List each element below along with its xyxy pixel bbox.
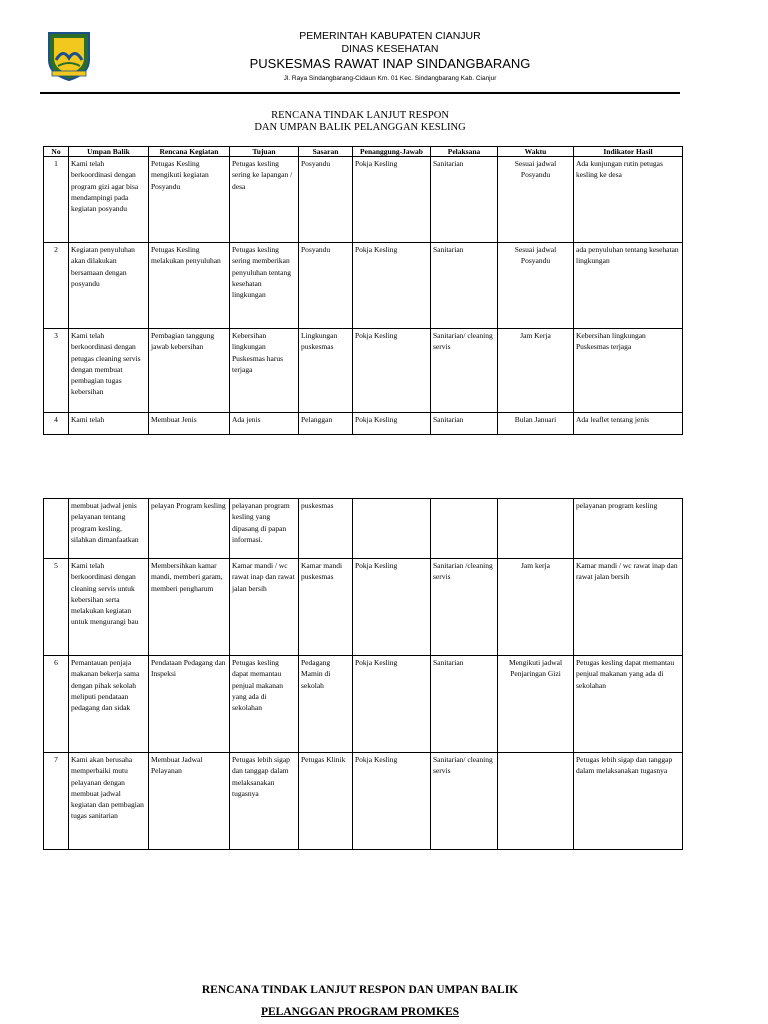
cell-waktu: Jam kerja bbox=[498, 559, 574, 656]
col-header-waktu: Waktu bbox=[498, 147, 574, 157]
cell-sasaran: Posyandu bbox=[299, 157, 353, 243]
col-header-sasaran: Sasaran bbox=[299, 147, 353, 157]
cell-no: 5 bbox=[44, 559, 69, 656]
document-title: RENCANA TINDAK LANJUT RESPON bbox=[271, 110, 449, 121]
cell-tujuan: Petugas kesling dapat memantau penjual makanan yang ada di sekolahan bbox=[230, 656, 299, 753]
cell-pelaksana: Sanitarian bbox=[431, 243, 498, 329]
cell-penanggung-jawab: Pokja Kesling bbox=[353, 559, 431, 656]
cell-waktu: Sesuai jadwal Posyandu bbox=[498, 243, 574, 329]
cell-rencana: Pembagian tanggung jawab kebersihan bbox=[149, 329, 230, 413]
cell-waktu: Jam Kerja bbox=[498, 329, 574, 413]
cell-penanggung-jawab bbox=[353, 499, 431, 559]
cell-pelaksana bbox=[431, 499, 498, 559]
cell-tujuan: Petugas lebih sigap dan tanggap dalam melaksanakan tugasnya bbox=[230, 753, 299, 850]
table-header-row bbox=[44, 147, 683, 157]
cell-no bbox=[44, 499, 69, 559]
cell-umpan-balik: Kami telah berkoordinasi dengan cleaning servis untuk kebersihan serta melakukan kegiatan untuk mengurangi bau bbox=[69, 559, 149, 656]
col-header-rencana-kegiatan: Rencana Kegiatan bbox=[149, 147, 230, 157]
cell-umpan-balik: Pemantauan penjaja makanan bekerja sama dengan pihak sekolah meliputi pendataan pedagang dan sidak bbox=[69, 656, 149, 753]
action-plan-table-page1 bbox=[43, 146, 683, 435]
cell-tujuan: Ada jenis bbox=[230, 413, 299, 435]
cell-pelaksana: Sanitarian bbox=[431, 413, 498, 435]
department-name: DINAS KESEHATAN bbox=[341, 43, 439, 55]
cell-penanggung-jawab: Pokja Kesling bbox=[353, 243, 431, 329]
cell-sasaran: puskesmas bbox=[299, 499, 353, 559]
cell-tujuan: Petugas kesling sering ke lapangan / desa bbox=[230, 157, 299, 243]
cell-tujuan: pelayanan program kesling yang dipasang di papan informasi. bbox=[230, 499, 299, 559]
cell-rencana: Membuat Jenis bbox=[149, 413, 230, 435]
cell-umpan-balik: Kami telah bbox=[69, 413, 149, 435]
cell-no: 4 bbox=[44, 413, 69, 435]
cell-pelaksana: Sanitarian/ cleaning servis bbox=[431, 753, 498, 850]
col-header-indikator-hasil: Indikator Hasil bbox=[574, 147, 683, 157]
cell-indikator: ada penyuluhan tentang kesehatan lingkungan bbox=[574, 243, 683, 329]
cell-pelaksana: Sanitarian /cleaning servis bbox=[431, 559, 498, 656]
col-header-tujuan: Tujuan bbox=[230, 147, 299, 157]
cell-tujuan: Petugas kesling sering memberikan penyuluhan tentang kesehatan lingkungan bbox=[230, 243, 299, 329]
cell-penanggung-jawab: Pokja Kesling bbox=[353, 413, 431, 435]
cell-waktu: Sesuai jadwal Posyandu bbox=[498, 157, 574, 243]
table-row bbox=[44, 753, 683, 850]
table-row bbox=[44, 157, 683, 243]
cell-no: 7 bbox=[44, 753, 69, 850]
cell-indikator: Kamar mandi / wc rawat inap dan rawat jalan bersih bbox=[574, 559, 683, 656]
cell-indikator: pelayanan program kesling bbox=[574, 499, 683, 559]
cell-penanggung-jawab: Pokja Kesling bbox=[353, 157, 431, 243]
institution-name: PUSKESMAS RAWAT INAP SINDANGBARANG bbox=[249, 56, 531, 71]
col-header-no: No bbox=[44, 147, 69, 157]
table-row bbox=[44, 243, 683, 329]
col-header-umpan-balik: Umpan Balik bbox=[69, 147, 149, 157]
letterhead-text bbox=[100, 30, 680, 84]
cell-tujuan: Kamar mandi / wc rawat inap dan rawat jalan bersih bbox=[230, 559, 299, 656]
cell-sasaran: Pelanggan bbox=[299, 413, 353, 435]
cell-indikator: Petugas kesling dapat memantau penjual makanan yang ada di sekolahan bbox=[574, 656, 683, 753]
next-section-title: RENCANA TINDAK LANJUT RESPON DAN UMPAN BALIK bbox=[201, 984, 519, 996]
cell-indikator: Petugas lebih sigap dan tanggap dalam melaksanakan tugasnya bbox=[574, 753, 683, 850]
letterhead-divider bbox=[40, 92, 680, 94]
cell-rencana: Petugas Kesling mengikuti kegiatan Posyandu bbox=[149, 157, 230, 243]
cell-rencana: Membersihkan kamar mandi, memberi garam, memberi pengharum bbox=[149, 559, 230, 656]
cell-sasaran: Posyandu bbox=[299, 243, 353, 329]
cell-waktu: Mengikuti jadwal Penjaringan Gizi bbox=[498, 656, 574, 753]
cell-pelaksana: Sanitarian bbox=[431, 656, 498, 753]
action-plan-table-page2 bbox=[43, 498, 683, 850]
cell-waktu bbox=[498, 499, 574, 559]
cell-umpan-balik: Kami telah berkoordinasi dengan program gizi agar bisa mendampingi pada kegiatan posyandu bbox=[69, 157, 149, 243]
cell-waktu bbox=[498, 753, 574, 850]
cell-no: 3 bbox=[44, 329, 69, 413]
cell-indikator: Kebersihan lingkungan Puskesmas terjaga bbox=[574, 329, 683, 413]
cell-umpan-balik: Kami akan berusaha memperbaiki mutu pelayanan dengan membuat jadwal kegiatan dan pembagian tugas sanitarian bbox=[69, 753, 149, 850]
table-row bbox=[44, 413, 683, 435]
cell-waktu: Bulan Januari bbox=[498, 413, 574, 435]
cell-rencana: Membuat Jadwal Pelayanan bbox=[149, 753, 230, 850]
cell-pelaksana: Sanitarian bbox=[431, 157, 498, 243]
cell-no: 6 bbox=[44, 656, 69, 753]
next-section-subtitle: PELANGGAN PROGRAM PROMKES bbox=[260, 1006, 460, 1018]
cianjur-regency-logo-icon bbox=[46, 30, 92, 82]
table-row bbox=[44, 559, 683, 656]
letterhead bbox=[40, 26, 680, 94]
col-header-penanggung-jawab: Penanggung-Jawab bbox=[353, 147, 431, 157]
cell-indikator: Ada kunjungan rutin petugas kesling ke desa bbox=[574, 157, 683, 243]
cell-tujuan: Kebersihan lingkungan Puskesmas harus terjaga bbox=[230, 329, 299, 413]
cell-penanggung-jawab: Pokja Kesling bbox=[353, 753, 431, 850]
cell-umpan-balik: membuat jadwal jenis pelayanan tentang program kesling, silahkan dimanfaatkan bbox=[69, 499, 149, 559]
cell-sasaran: Petugas Klinik bbox=[299, 753, 353, 850]
document-subtitle: DAN UMPAN BALIK PELANGGAN KESLING bbox=[254, 122, 466, 133]
cell-no: 2 bbox=[44, 243, 69, 329]
cell-rencana: Petugas Kesling melakukan penyuluhan bbox=[149, 243, 230, 329]
cell-umpan-balik: Kami telah berkoordinasi dengan petugas cleaning servis dengan membuat pembagian tugas kebersihan bbox=[69, 329, 149, 413]
cell-penanggung-jawab: Pokja Kesling bbox=[353, 656, 431, 753]
cell-sasaran: Lingkungan puskesmas bbox=[299, 329, 353, 413]
cell-sasaran: Pedagang Mamin di sekolah bbox=[299, 656, 353, 753]
cell-indikator: Ada leaflet tentang jenis bbox=[574, 413, 683, 435]
cell-rencana: Pendataan Pedagang dan Inspeksi bbox=[149, 656, 230, 753]
cell-no: 1 bbox=[44, 157, 69, 243]
table-row bbox=[44, 329, 683, 413]
institution-address: Jl. Raya Sindangbarang-Cidaun Km. 01 Kec. Sindangbarang Kab. Cianjur bbox=[283, 75, 497, 82]
government-name: PEMERINTAH KABUPATEN CIANJUR bbox=[299, 30, 481, 42]
cell-rencana: pelayan Program kesling bbox=[149, 499, 230, 559]
cell-penanggung-jawab: Pokja Kesling bbox=[353, 329, 431, 413]
table-row bbox=[44, 656, 683, 753]
table-row bbox=[44, 499, 683, 559]
cell-umpan-balik: Kegiatan penyuluhan akan dilakukan bersamaan dengan posyandu bbox=[69, 243, 149, 329]
cell-sasaran: Kamar mandi puskesmas bbox=[299, 559, 353, 656]
cell-pelaksana: Sanitarian/ cleaning servis bbox=[431, 329, 498, 413]
col-header-pelaksana: Pelaksana bbox=[431, 147, 498, 157]
